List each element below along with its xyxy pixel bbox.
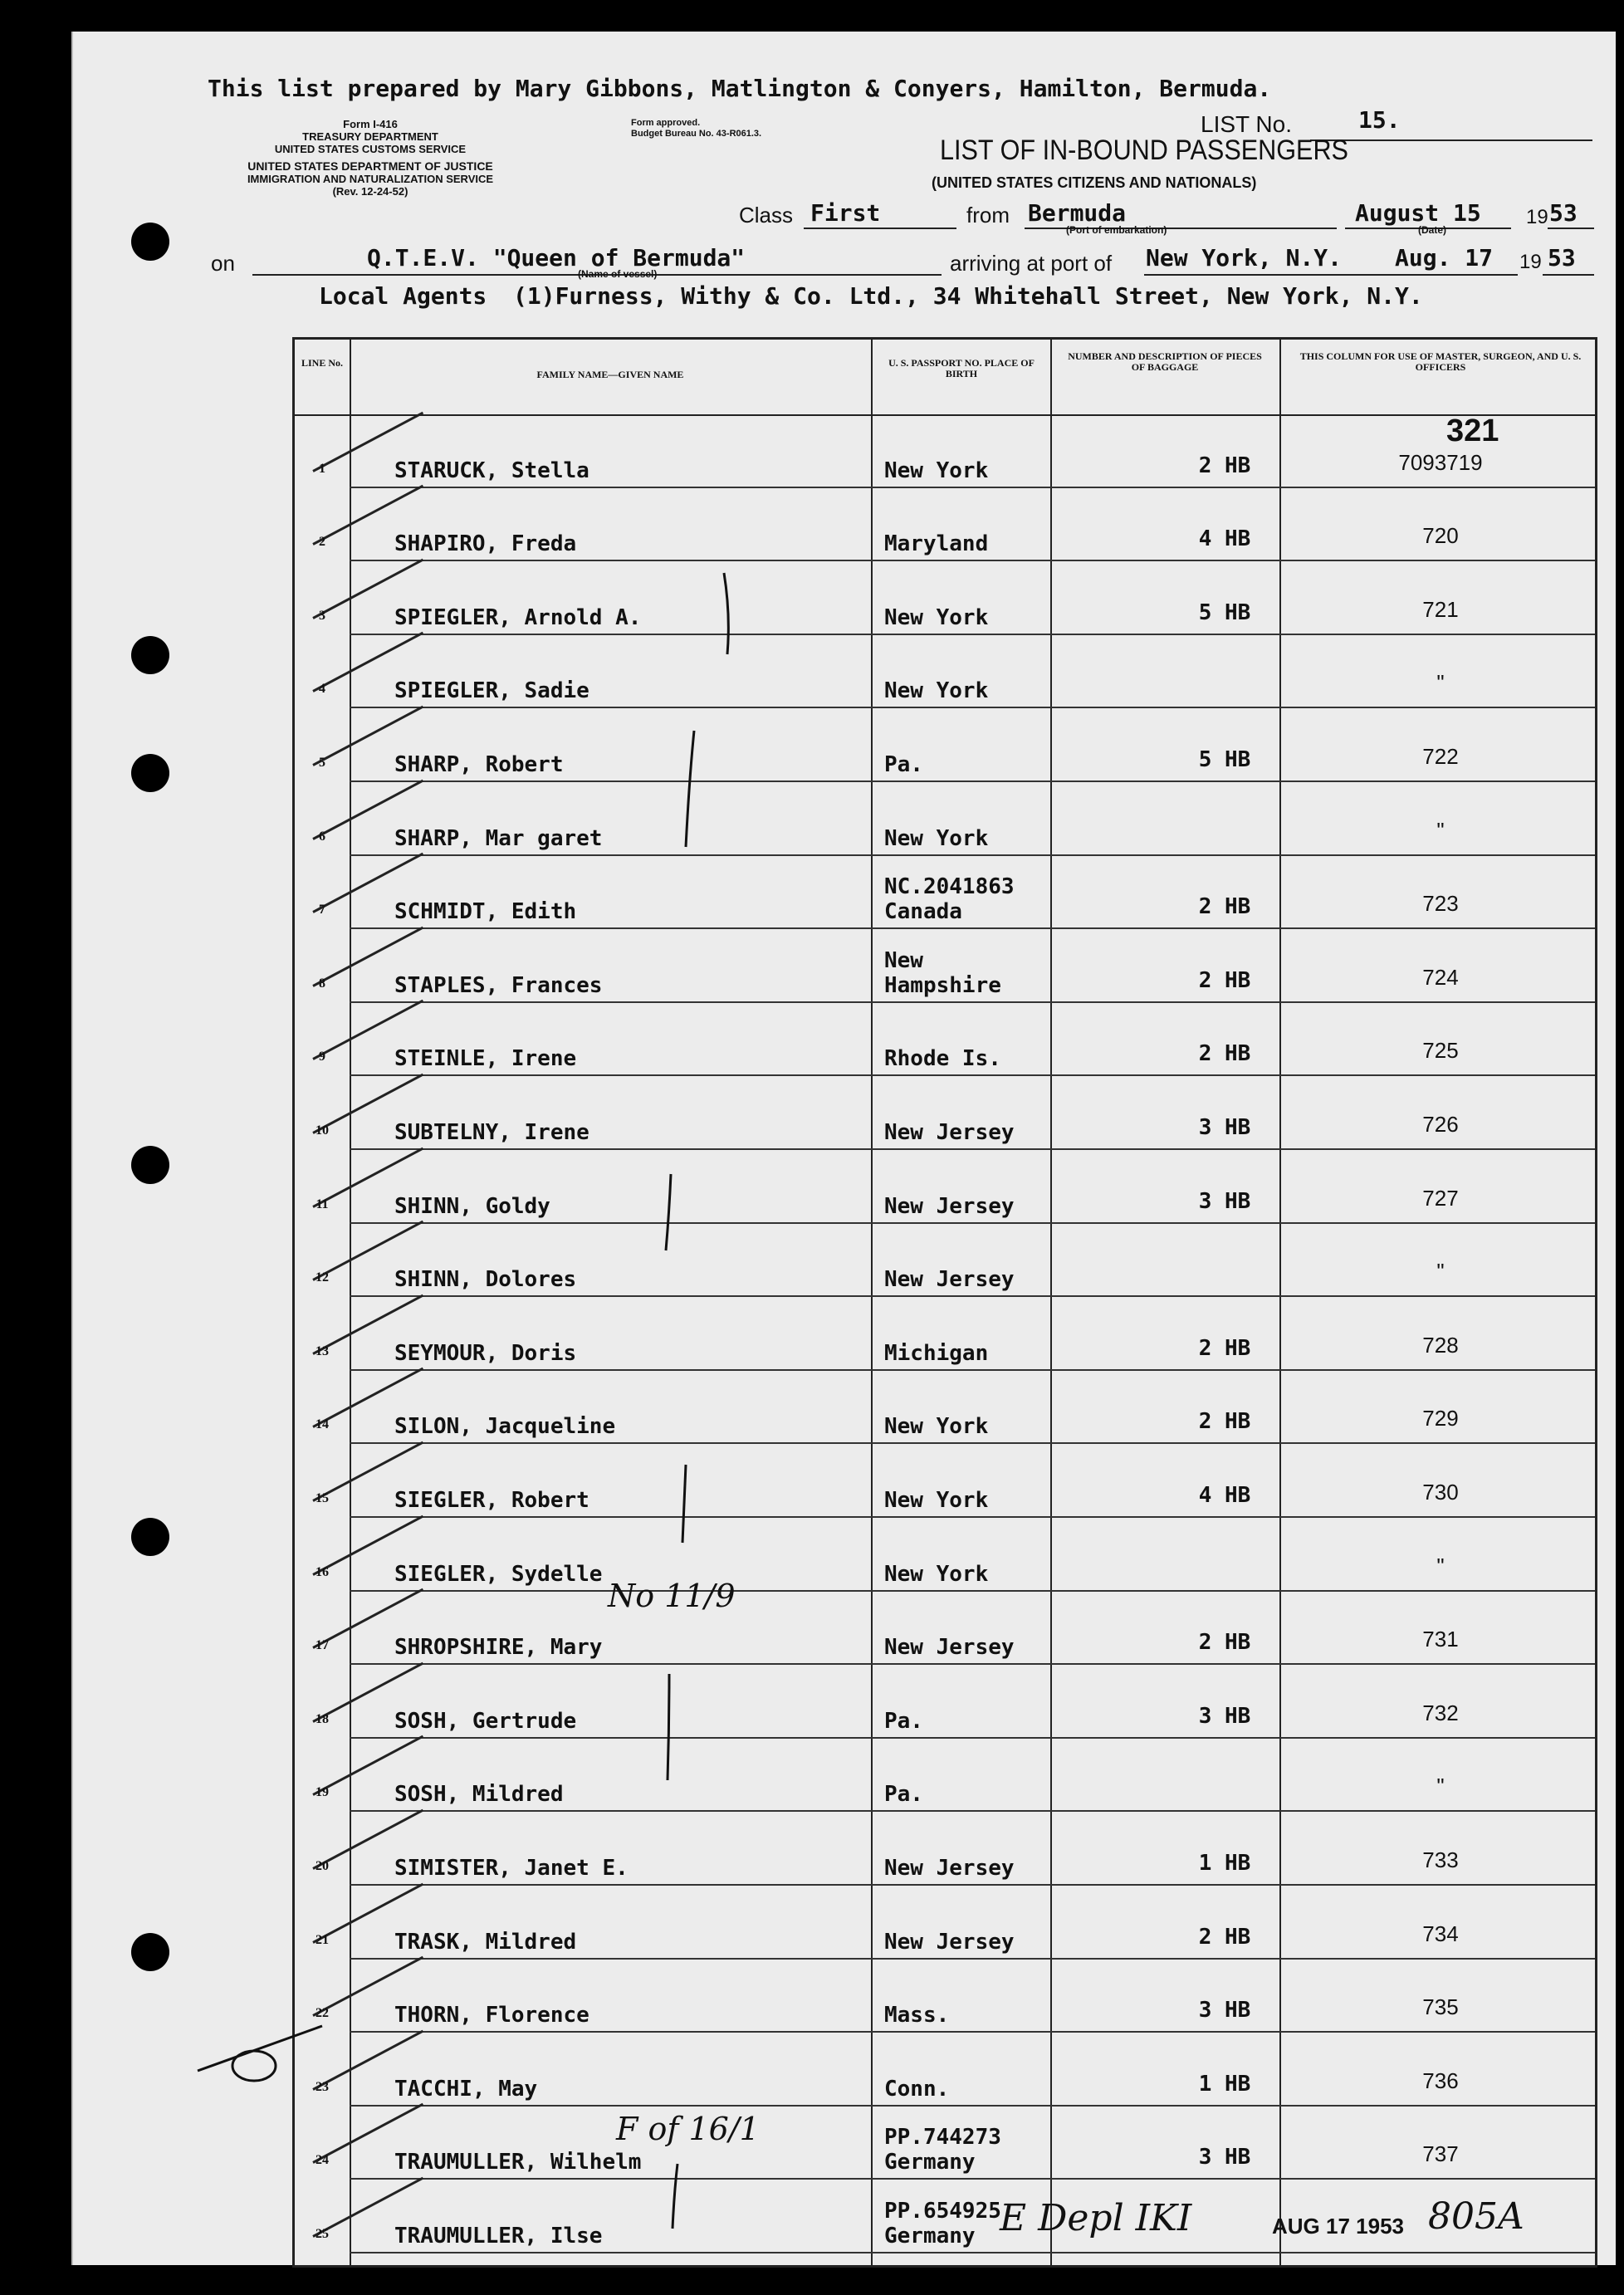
date-year: 53 bbox=[1549, 199, 1578, 227]
arrival-stamp: AUG 17 1953 bbox=[1272, 2214, 1404, 2239]
table-row bbox=[295, 1665, 1595, 1739]
passenger-name: SOSH, Mildred bbox=[394, 1782, 564, 1808]
officer-number: 728 bbox=[1422, 1332, 1459, 1358]
revision-date: (Rev. 12-24-52) bbox=[332, 185, 408, 198]
passenger-name: TRASK, Mildred bbox=[394, 1929, 577, 1955]
baggage: 2 HB bbox=[1198, 1630, 1251, 1656]
table-row bbox=[295, 635, 1595, 709]
passport-or-place: PP.654925 bbox=[884, 2198, 1001, 2224]
passenger-table bbox=[292, 337, 1597, 2268]
table-row bbox=[295, 929, 1595, 1003]
table-row bbox=[295, 488, 1595, 562]
class-value: First bbox=[810, 199, 881, 227]
corner-mark: 805A bbox=[1428, 2195, 1524, 2238]
officer-number: 724 bbox=[1422, 964, 1459, 990]
place-of-birth: New York bbox=[884, 458, 989, 483]
passport-birthplace bbox=[884, 2125, 1001, 2175]
place-of-birth: New Jersey bbox=[884, 1855, 1015, 1881]
place-of-birth: Rhode Is. bbox=[884, 1046, 1001, 1072]
form-approved-label: Form approved. bbox=[631, 118, 701, 128]
arriving-label: arriving at port of bbox=[950, 251, 1113, 276]
place-second-line: Germany bbox=[884, 2150, 976, 2175]
baggage: 3 HB bbox=[1198, 2145, 1251, 2170]
date-year-prefix: 19 bbox=[1526, 206, 1548, 228]
passport-birthplace bbox=[884, 874, 1015, 924]
place-second-line: Hampshire bbox=[884, 972, 1001, 998]
table-row bbox=[295, 2107, 1595, 2180]
place-of-birth: New Jersey bbox=[884, 1193, 1015, 1219]
place-of-birth: Maryland bbox=[884, 531, 989, 557]
place-of-birth: New York bbox=[884, 604, 989, 630]
table-row bbox=[295, 1076, 1595, 1150]
line-number: 25 bbox=[316, 2226, 329, 2241]
place-of-birth: New York bbox=[884, 1561, 989, 1587]
officer-number: 720 bbox=[1422, 523, 1459, 549]
officer-number: " bbox=[1436, 1259, 1445, 1285]
officer-number: " bbox=[1436, 1553, 1445, 1578]
col-header-passport: U. S. PASSPORT NO. PLACE OF BIRTH bbox=[888, 357, 1035, 379]
departure-date: August 15 bbox=[1355, 199, 1481, 227]
place-of-birth: Michigan bbox=[884, 1340, 989, 1366]
baggage: 5 HB bbox=[1198, 599, 1251, 625]
officer-number: " bbox=[1436, 817, 1445, 843]
date-caption: (Date) bbox=[1418, 224, 1447, 236]
treasury-dept: TREASURY DEPARTMENT bbox=[302, 130, 438, 143]
list-no-value: 15. bbox=[1358, 106, 1401, 134]
line-number: 21 bbox=[316, 1932, 329, 1947]
table-row bbox=[295, 561, 1595, 635]
line-number: 15 bbox=[316, 1490, 329, 1505]
place-of-birth: New York bbox=[884, 1414, 989, 1440]
line-number: 5 bbox=[319, 755, 325, 770]
table-row bbox=[295, 1812, 1595, 1886]
officer-number: " bbox=[1436, 1774, 1445, 1799]
table-row bbox=[295, 1150, 1595, 1224]
line-number: 2 bbox=[319, 535, 325, 550]
customs-service: UNITED STATES CUSTOMS SERVICE bbox=[274, 143, 467, 155]
line-number: 1 bbox=[319, 461, 325, 476]
note-row24: F of 16/1 bbox=[616, 2111, 760, 2147]
table-row bbox=[295, 414, 1595, 488]
officer-number: 722 bbox=[1422, 743, 1459, 769]
justice-dept: UNITED STATES DEPARTMENT OF JUSTICE bbox=[247, 159, 493, 173]
punch-hole bbox=[131, 754, 169, 792]
on-label: on bbox=[211, 251, 235, 276]
passenger-name: SHAPIRO, Freda bbox=[394, 531, 577, 557]
line-number: 10 bbox=[316, 1123, 329, 1138]
ins-service: IMMIGRATION AND NATURALIZATION SERVICE bbox=[247, 173, 494, 185]
line-number: 11 bbox=[316, 1196, 329, 1211]
officer-number: 734 bbox=[1422, 1921, 1459, 1946]
form-number: Form I-416 bbox=[343, 118, 398, 130]
place-of-birth: New Jersey bbox=[884, 1929, 1015, 1955]
officer-number: 725 bbox=[1422, 1038, 1459, 1064]
passenger-name: SHARP, Mar garet bbox=[394, 825, 603, 851]
passenger-name: SHROPSHIRE, Mary bbox=[394, 1635, 603, 1661]
line-number: 24 bbox=[316, 2153, 329, 2168]
table-row bbox=[295, 1960, 1595, 2033]
punch-hole bbox=[131, 636, 169, 674]
officer-number: 737 bbox=[1422, 2141, 1459, 2167]
officer-number: 726 bbox=[1422, 1111, 1459, 1137]
place-second-line: Canada bbox=[884, 899, 962, 925]
passenger-name: SIMISTER, Janet E. bbox=[394, 1855, 629, 1881]
passenger-name: SIEGLER, Sydelle bbox=[394, 1561, 603, 1587]
baggage: 5 HB bbox=[1198, 746, 1251, 772]
officer-number: 723 bbox=[1422, 891, 1459, 917]
from-label: from bbox=[966, 203, 1010, 228]
page-title: LIST OF IN-BOUND PASSENGERS bbox=[940, 135, 1348, 166]
note-row17: No 11/9 bbox=[608, 1578, 736, 1614]
passenger-name: STAPLES, Frances bbox=[394, 972, 603, 998]
officer-number: 735 bbox=[1422, 1994, 1459, 2020]
col-header-name: FAMILY NAME—GIVEN NAME bbox=[536, 369, 684, 380]
manifest-page bbox=[71, 32, 1616, 2265]
place-of-birth: New York bbox=[884, 825, 989, 851]
line-number: 19 bbox=[316, 1785, 329, 1800]
prepared-by-line: This list prepared by Mary Gibbons, Matlington & Conyers, Hamilton, Bermuda. bbox=[208, 75, 1272, 102]
officer-number: 729 bbox=[1422, 1406, 1459, 1431]
arrival-year-prefix: 19 bbox=[1519, 251, 1542, 273]
line-number: 20 bbox=[316, 1858, 329, 1873]
line-number: 4 bbox=[319, 682, 325, 697]
passenger-name: SOSH, Gertrude bbox=[394, 1708, 577, 1734]
baggage: 4 HB bbox=[1198, 526, 1251, 552]
baggage: 2 HB bbox=[1198, 453, 1251, 478]
baggage: 3 HB bbox=[1198, 1703, 1251, 1729]
line-number: 18 bbox=[316, 1711, 329, 1726]
baggage: 2 HB bbox=[1198, 1041, 1251, 1067]
officer-signature: E Depl IKI bbox=[1000, 2197, 1192, 2239]
vessel-name: Q.T.E.V. "Queen of Bermuda" bbox=[367, 244, 746, 272]
officer-number: 727 bbox=[1422, 1185, 1459, 1211]
class-label: Class bbox=[739, 203, 794, 228]
vessel-caption: (Name of vessel) bbox=[578, 268, 658, 280]
passenger-name: SHINN, Dolores bbox=[394, 1267, 577, 1293]
table-row bbox=[295, 1444, 1595, 1518]
baggage: 4 HB bbox=[1198, 1482, 1251, 1508]
budget-number: Budget Bureau No. 43-R061.3. bbox=[631, 129, 762, 139]
passenger-name: THORN, Florence bbox=[394, 2003, 589, 2028]
line-number: 23 bbox=[316, 2079, 329, 2094]
table-row bbox=[295, 1371, 1595, 1445]
table-row bbox=[295, 1518, 1595, 1592]
table-row bbox=[295, 1886, 1595, 1960]
officer-number: 730 bbox=[1422, 1479, 1459, 1505]
place-of-birth: New Jersey bbox=[884, 1635, 1015, 1661]
baggage: 3 HB bbox=[1198, 1998, 1251, 2023]
place-of-birth: New Jersey bbox=[884, 1267, 1015, 1293]
passenger-name: SHARP, Robert bbox=[394, 751, 564, 777]
local-agents-value: (1)Furness, Withy & Co. Ltd., 34 Whitehall Street, New York, N.Y. bbox=[513, 282, 1423, 310]
list-no-label: LIST No. bbox=[1201, 111, 1292, 137]
page-subtitle: (UNITED STATES CITIZENS AND NATIONALS) bbox=[932, 174, 1257, 191]
passenger-name: SILON, Jacqueline bbox=[394, 1414, 616, 1440]
table-row bbox=[295, 708, 1595, 782]
place-of-birth: Conn. bbox=[884, 2076, 950, 2102]
line-number: 22 bbox=[316, 2006, 329, 2021]
passport-or-place: New bbox=[884, 947, 923, 973]
punch-hole bbox=[131, 223, 169, 261]
place-of-birth: Pa. bbox=[884, 751, 923, 777]
officer-number: 731 bbox=[1422, 1627, 1459, 1652]
embarkation-port: Bermuda bbox=[1028, 199, 1127, 227]
arrival-date: Aug. 17 bbox=[1395, 244, 1494, 272]
table-row bbox=[295, 782, 1595, 856]
baggage: 2 HB bbox=[1198, 894, 1251, 920]
port-caption: (Port of embarkation) bbox=[1066, 224, 1167, 236]
line-number: 16 bbox=[316, 1564, 329, 1579]
place-of-birth: New York bbox=[884, 1487, 989, 1513]
col-header-line: LINE No. bbox=[301, 357, 343, 369]
punch-hole bbox=[131, 1933, 169, 1971]
passenger-name: SIEGLER, Robert bbox=[394, 1487, 589, 1513]
line-number: 3 bbox=[319, 608, 325, 623]
line-number: 12 bbox=[316, 1270, 329, 1285]
table-row bbox=[295, 1739, 1595, 1813]
officer-number: " bbox=[1436, 670, 1445, 696]
place-second-line: Germany bbox=[884, 2223, 976, 2249]
passenger-name: SCHMIDT, Edith bbox=[394, 899, 577, 925]
form-info-block bbox=[246, 118, 495, 198]
passenger-name: TACCHI, May bbox=[394, 2076, 538, 2102]
passenger-name: SHINN, Goldy bbox=[394, 1193, 550, 1219]
passenger-name: TRAUMULLER, Ilse bbox=[394, 2223, 603, 2249]
officer-number: 733 bbox=[1422, 1847, 1459, 1872]
line-number: 6 bbox=[319, 829, 325, 844]
passenger-name: SEYMOUR, Doris bbox=[394, 1340, 577, 1366]
punch-hole bbox=[131, 1518, 169, 1556]
passenger-name: STEINLE, Irene bbox=[394, 1046, 577, 1072]
baggage: 1 HB bbox=[1198, 2071, 1251, 2097]
table-row bbox=[295, 1003, 1595, 1077]
form-approved bbox=[631, 118, 761, 139]
punch-hole bbox=[131, 1146, 169, 1184]
col-header-officers: THIS COLUMN FOR USE OF MASTER, SURGEON, AND U. S. OFFICERS bbox=[1299, 350, 1582, 373]
table-row bbox=[295, 1297, 1595, 1371]
passport-birthplace bbox=[884, 948, 1001, 998]
officer-number: 7093719 bbox=[1398, 449, 1483, 475]
passenger-name: TRAUMULLER, Wilhelm bbox=[394, 2150, 642, 2175]
baggage: 2 HB bbox=[1198, 1409, 1251, 1435]
line-number: 13 bbox=[316, 1343, 329, 1358]
passport-or-place: PP.744273 bbox=[884, 2125, 1001, 2151]
col-header-baggage: NUMBER AND DESCRIPTION OF PIECES OF BAGGAGE bbox=[1068, 350, 1262, 373]
baggage: 2 HB bbox=[1198, 967, 1251, 993]
line-number: 17 bbox=[316, 1638, 329, 1653]
line-number: 14 bbox=[316, 1417, 329, 1432]
page-number: 321 bbox=[1446, 413, 1499, 448]
passenger-name: SPIEGLER, Sadie bbox=[394, 678, 589, 704]
officer-number: 721 bbox=[1422, 596, 1459, 622]
passport-birthplace bbox=[884, 2199, 1001, 2249]
place-of-birth: New York bbox=[884, 678, 989, 704]
baggage: 3 HB bbox=[1198, 1188, 1251, 1214]
table-row bbox=[295, 2033, 1595, 2107]
place-of-birth: New Jersey bbox=[884, 1119, 1015, 1145]
line-number: 8 bbox=[319, 976, 325, 991]
local-agents-label: Local Agents bbox=[319, 282, 487, 310]
arrival-port: New York, N.Y. bbox=[1146, 244, 1343, 272]
passenger-name: SPIEGLER, Arnold A. bbox=[394, 604, 642, 630]
baggage: 2 HB bbox=[1198, 1335, 1251, 1361]
place-of-birth: Mass. bbox=[884, 2003, 950, 2028]
table-row bbox=[295, 856, 1595, 930]
place-of-birth: Pa. bbox=[884, 1782, 923, 1808]
baggage: 1 HB bbox=[1198, 1850, 1251, 1876]
line-number: 7 bbox=[319, 903, 325, 918]
passenger-name: SUBTELNY, Irene bbox=[394, 1119, 589, 1145]
arrival-year: 53 bbox=[1548, 244, 1576, 272]
place-of-birth: Pa. bbox=[884, 1708, 923, 1734]
officer-number: 732 bbox=[1422, 1700, 1459, 1725]
baggage: 3 HB bbox=[1198, 1114, 1251, 1140]
officer-number: 736 bbox=[1422, 2067, 1459, 2093]
table-row bbox=[295, 1592, 1595, 1666]
line-number: 9 bbox=[319, 1050, 325, 1064]
passport-or-place: NC.2041863 bbox=[884, 874, 1015, 900]
passenger-name: STARUCK, Stella bbox=[394, 458, 589, 483]
baggage: 2 HB bbox=[1198, 1924, 1251, 1950]
table-row bbox=[295, 1224, 1595, 1298]
